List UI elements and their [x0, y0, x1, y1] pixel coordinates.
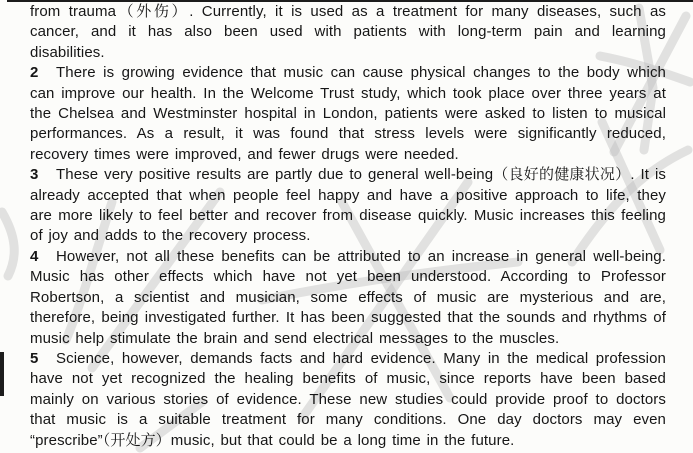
paragraph: [30, 63, 666, 165]
paragraph: [30, 165, 666, 247]
paragraph-number: 4: [30, 247, 39, 265]
paragraph: [30, 2, 666, 63]
paragraph-text: However, not all these benefits can be attributed to an increase in general well-being. Music has other effects which have not yet been understood. According to Professor Robertson, a scientist and musician, some effects of music are mysterious and are, therefore, being investigated further. It has been suggested that the sounds and rhythms of music help stimulate the brain and send electrical messages to the muscles.: [30, 247, 666, 347]
paragraph-text: from trauma（外伤）. Currently, it is used as a treatment for many diseases, such as cancer, and it has also been used with patients with long-term pain and learning disabilities.: [30, 3, 666, 61]
paragraph-text: Science, however, demands facts and hard evidence. Many in the medical profession have not yet recognized the healing benefits of music, since reports have been based mainly on various stories of evidence. These new studies could provide proof to doctors that music is a suitable treatment for many conditions. One day doctors may even “prescribe”（开处方）music, but that could be a long time in the future.: [30, 349, 666, 449]
paragraph-number: 3: [30, 166, 39, 184]
paragraph-number: 5: [30, 349, 39, 367]
paragraph-text: These very positive results are partly due to general well-being（良好的健康状况）. It is already accepted that when people feel happy and have a positive approach to life, they are more likely to feel better and recover from disease quickly. Music increases this feeling of joy and adds to the recovery process.: [30, 166, 666, 245]
scan-artifact-left-mark: [0, 352, 4, 396]
paragraph: [30, 349, 666, 451]
paragraph-number: 2: [30, 64, 39, 82]
passage-text: [30, 2, 666, 451]
paragraph-text: There is growing evidence that music can cause physical changes to the body which can improve our health. In the Welcome Trust study, which took place over three years at the Chelsea and Westminster hospital in London, patients were asked to listen to musical performances. As a result, it was found that stress levels were significantly reduced, recovery times were improved, and fewer drugs were needed.: [30, 64, 666, 163]
paragraph: [30, 247, 666, 349]
